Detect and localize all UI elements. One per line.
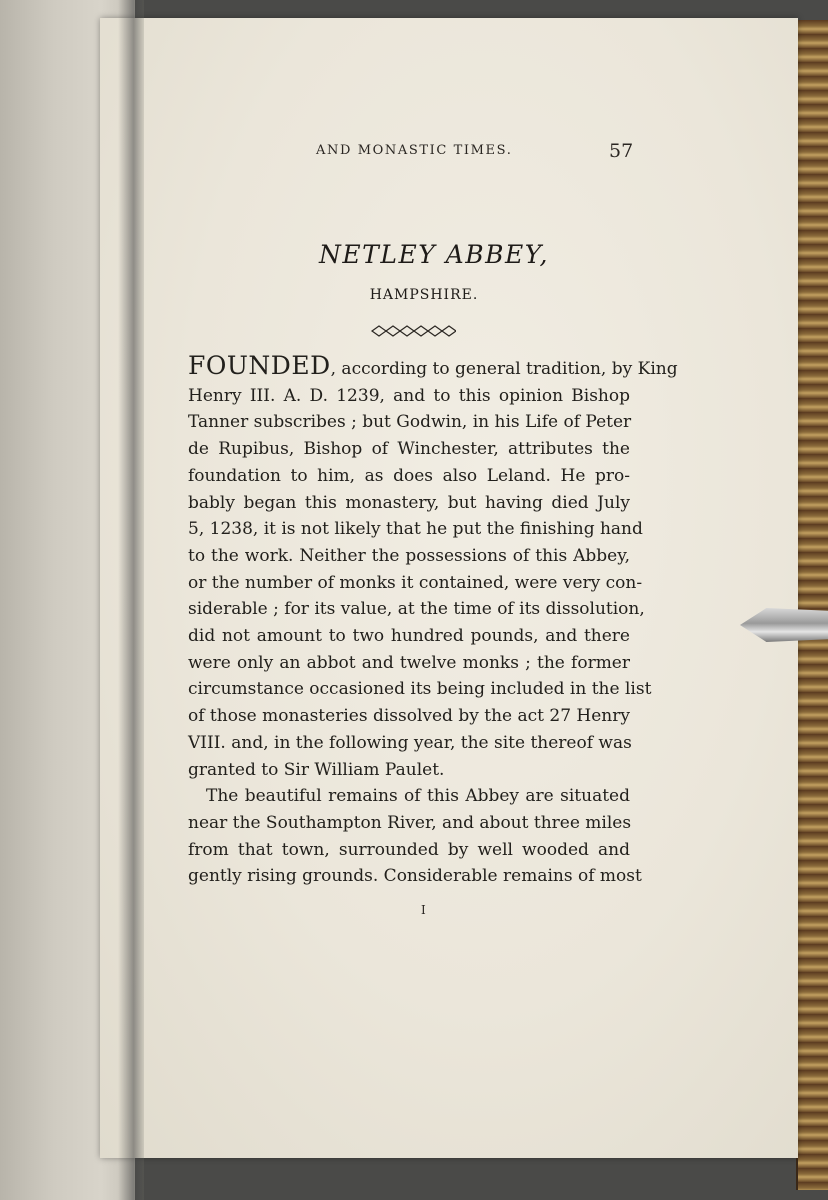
text-line: Henry III. A. D. 1239, and to this opinion Bishop xyxy=(188,385,630,406)
text-line: granted to Sir William Paulet. xyxy=(188,759,445,780)
text-line: gently rising grounds. Considerable remains of most xyxy=(188,866,642,887)
text-line: 5, 1238, it is not likely that he put the finishing hand xyxy=(188,519,643,540)
text-line: siderable ; for its value, at the time of its dissolution, xyxy=(188,599,645,620)
text-line: or the number of monks it contained, were very con- xyxy=(188,572,643,593)
text-line: near the Southampton River, and about three miles xyxy=(188,812,632,833)
running-head: AND MONASTIC TIMES. xyxy=(316,143,513,158)
chapter-subtitle: HAMPSHIRE. xyxy=(369,287,479,303)
book-spine xyxy=(796,20,828,1190)
text-line: circumstance occasioned its being included in the list xyxy=(188,679,652,700)
text-line: VIII. and, in the following year, the site thereof was xyxy=(188,732,632,753)
dropcap-word: FOUNDED xyxy=(188,351,331,380)
text-line: bably began this monastery, but having died July xyxy=(188,492,630,513)
text-line: de Rupibus, Bishop of Winchester, attributes the xyxy=(188,439,630,460)
text-line: did not amount to two hundred pounds, and there xyxy=(188,626,630,647)
first-line-rest: , according to general tradition, by King xyxy=(330,359,678,379)
chapter-title: NETLEY ABBEY, xyxy=(319,240,549,269)
body-text xyxy=(188,351,678,890)
text-line: were only an abbot and twelve monks ; the former xyxy=(188,652,630,673)
text-line: The beautiful remains of this Abbey are situated xyxy=(206,786,630,807)
text-line: from that town, surrounded by well wooded and xyxy=(188,839,630,860)
signature-mark: I xyxy=(421,903,426,917)
text-line: to the work. Neither the possessions of this Abbey, xyxy=(188,545,630,566)
ornament-divider-icon xyxy=(370,324,456,338)
text-line: Tanner subscribes ; but Godwin, in his Life of Peter xyxy=(188,412,632,433)
paragraph-1-line-1 xyxy=(188,351,678,383)
page-number: 57 xyxy=(609,140,634,162)
page-gutter xyxy=(118,0,144,1200)
text-line: of those monasteries dissolved by the act 27 Henry xyxy=(188,706,630,727)
text-line: foundation to him, as does also Leland. He pro- xyxy=(188,465,630,486)
